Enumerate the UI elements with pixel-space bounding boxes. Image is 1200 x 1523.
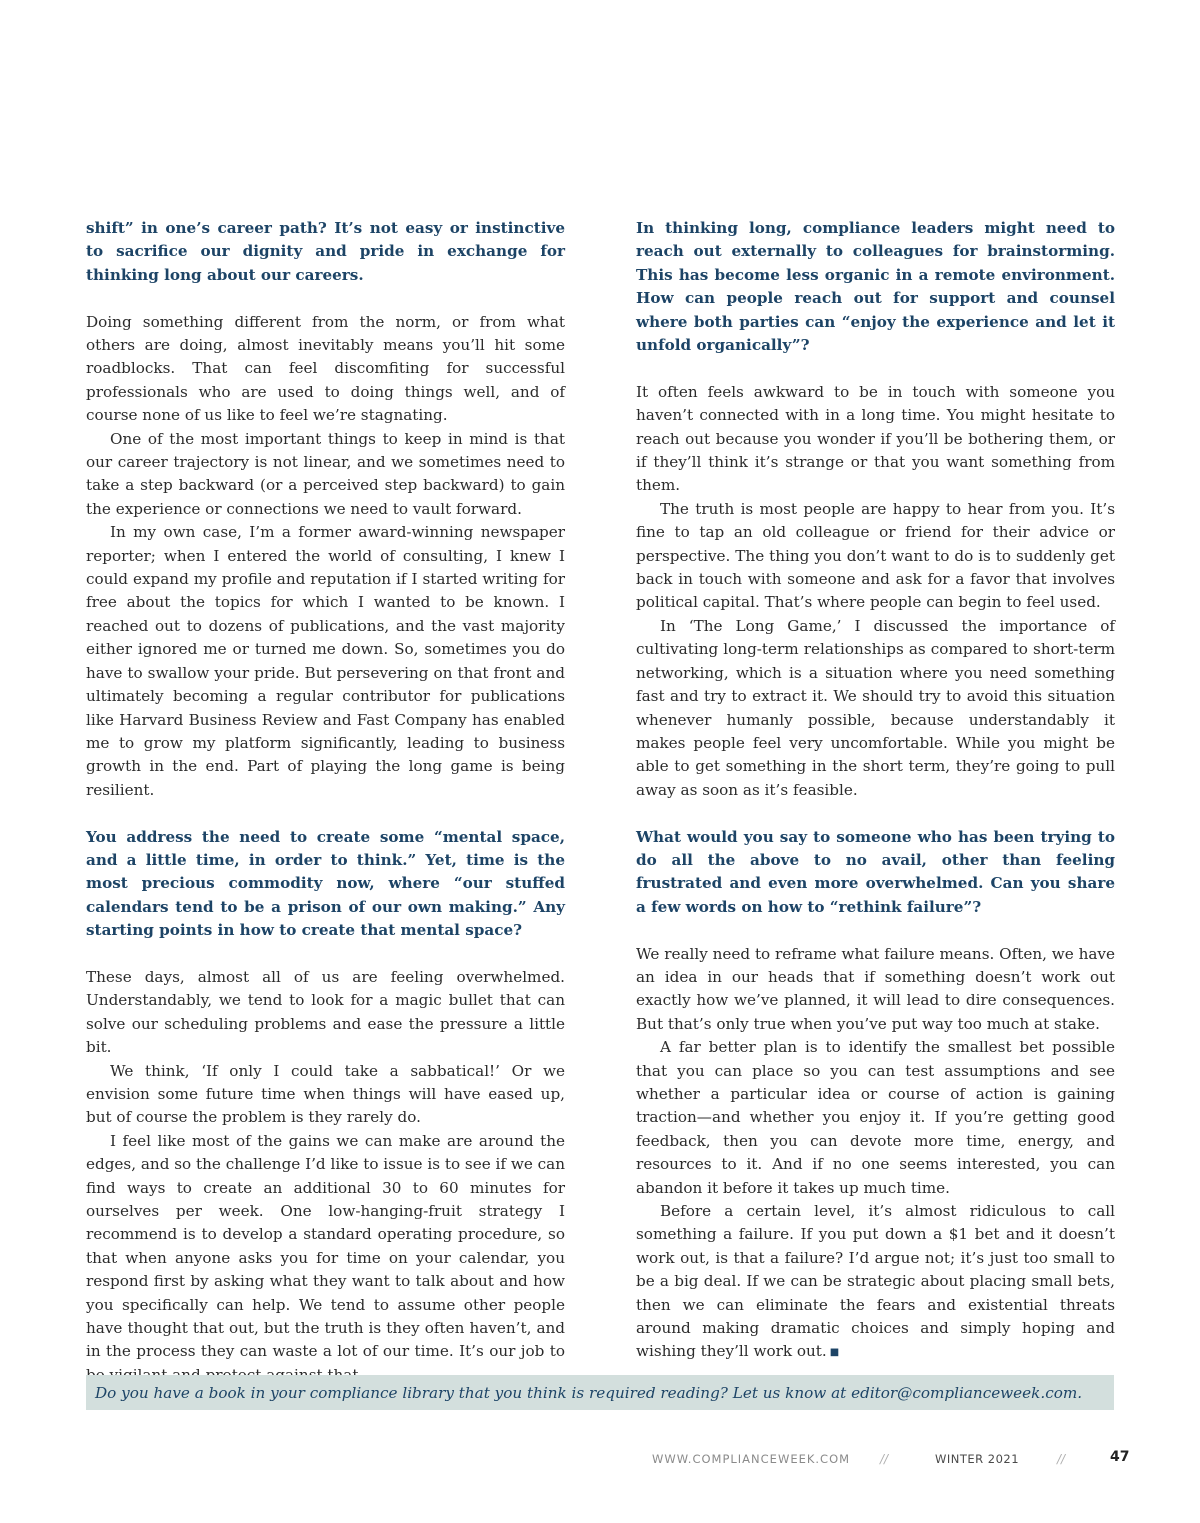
question-continued: shift” in one’s career path? It’s not easy or instinctive to sacrifice our dignity and pride in exchange for thinking long about our careers. [86,219,565,284]
footer-separator: // [880,1452,889,1466]
answer-paragraph: In my own case, I’m a former award-winning newspaper reporter; when I entered the world of consulting, I knew I could expand my profile and reputation if I started writing for free about the topics for which I wanted to be known. I reached out to dozens of publications, and the vast majority either ignored me or turned me down. So, sometimes you do have to swallow your pride. But persevering on that front and ultimately becoming a regular contributor for publications like Harvard Business Review and Fast Company has enabled me to grow my platform significantly, leading to business growth in the end. Part of playing the long game is being resilient. [86,523,565,799]
answer-paragraph: It often feels awkward to be in touch with someone you haven’t connected with in a long time. You might hesitate to reach out because you wonder if you’ll be bothering them, or if they’ll think it’s strange or that you want something from them. [636,382,1115,495]
reader-callout-box [86,1375,1114,1410]
answer-paragraph: I feel like most of the gains we can make are around the edges, and so the challenge I’d like to issue is to see if we can find ways to create an additional 30 to 60 minutes for ourselves per week. One low-hanging-fruit strategy I recommend is to develop a standard operating procedure, so that when anyone asks you for time on your calendar, you respond first by asking what they want to talk about and how you specifically can help. We tend to assume other people have thought that out, but the truth is they often haven’t, and in the process they can waste a lot of our time. It’s our job to [86,1131,565,1361]
question-heading: What would you say to someone who has been trying to do all the above to no avail, other than feeling frustrated and even more overwhelmed. Can you share a few words on how to “rethink failure”? [636,827,1115,916]
answer-paragraph: One of the most important things to keep in mind is that our career trajectory is not linear, and we sometimes need to take a step backward (or a perceived step backward) to gain the experience or connections we need to vault forward. [86,429,565,518]
left-column [86,217,565,1387]
end-of-article-icon: ■ [829,1346,840,1358]
question-heading: You address the need to create some “mental space, and a little time, in order to think.” Yet, time is the most precious commodity now, where “our stuffed calendars tend to be a prison of our own making.” Any starting points in how to create that mental space? [86,827,565,940]
right-column [636,217,1115,1364]
footer-website: WWW.COMPLIANCEWEEK.COM [652,1452,851,1466]
answer-paragraph [636,1200,1115,1364]
answer-paragraph: We think, ‘If only I could take a sabbatical!’ Or we envision some future time when things will have eased up, but of course the problem is they rarely do. [86,1061,565,1127]
footer-separator: // [1057,1452,1066,1466]
callout-text: Do you have a book in your compliance library that you think is required reading? Let us know at editor@complianceweek.com. [95,1383,1083,1402]
answer-paragraph: Doing something different from the norm, or from what others are doing, almost inevitably means you’ll hit some roadblocks. That can feel discomfiting for successful professionals who are used to doing things well, and of course none of us like to feel we’re stagnating. [86,312,565,425]
answer-paragraph: A far better plan is to identify the smallest bet possible that you can place so you can test assumptions and see whether a particular idea or course of action is gaining traction—and whether you enjoy it. If you’re getting good feedback, then you can devote more time, energy, and resources to it. And if no one seems interested, you can abandon it before it takes up much time. [636,1038,1115,1197]
answer-paragraph: The truth is most people are happy to hear from you. It’s fine to tap an old colleague or friend for their advice or perspective. The thing you don’t want to do is to suddenly get back in touch with someone and ask for a favor that involves political capital. That’s where people can begin to feel used. [636,499,1115,612]
page-number: 47 [1110,1449,1130,1465]
answer-paragraph: These days, almost all of us are feeling overwhelmed. Understandably, we tend to look for a magic bullet that can solve our scheduling problems and ease the pressure a little bit. [86,967,565,1057]
page-footer [600,1449,1130,1469]
footer-issue: WINTER 2021 [935,1452,1020,1466]
final-paragraph-text: Before a certain level, it’s almost ridiculous to call something a failure. If you put down a $1 bet and it doesn’t work out, is that a failure? I’d argue not; it’s just too small to be a big deal. If we can be strategic about placing small bets, then we can eliminate the fears and existential threats around making dramatic choices and simply hoping and wishing they’ll work out. [636,1202,1115,1361]
answer-paragraph: In ‘The Long Game,’ I discussed the importance of cultivating long-term relationships as compared to short-term networking, which is a situation where you need something fast and try to extract it. We should try to avoid this situation whenever humanly possible, because understandably it makes people feel very uncomfortable. While you might be able to get something in the short term, they’re going to pull away as soon as it’s feasible. [636,616,1115,799]
question-heading: In thinking long, compliance leaders might need to reach out externally to colleagues for brainstorming. This has become less organic in a remote environment. How can people reach out for support and counsel where both parties can “enjoy the experience and let it unfold organically”? [636,219,1115,355]
answer-paragraph: We really need to reframe what failure means. Often, we have an idea in our heads that if something doesn’t work out exactly how we’ve planned, it will lead to dire consequences. But that’s only true when you’ve put way too much at stake. [636,944,1115,1033]
